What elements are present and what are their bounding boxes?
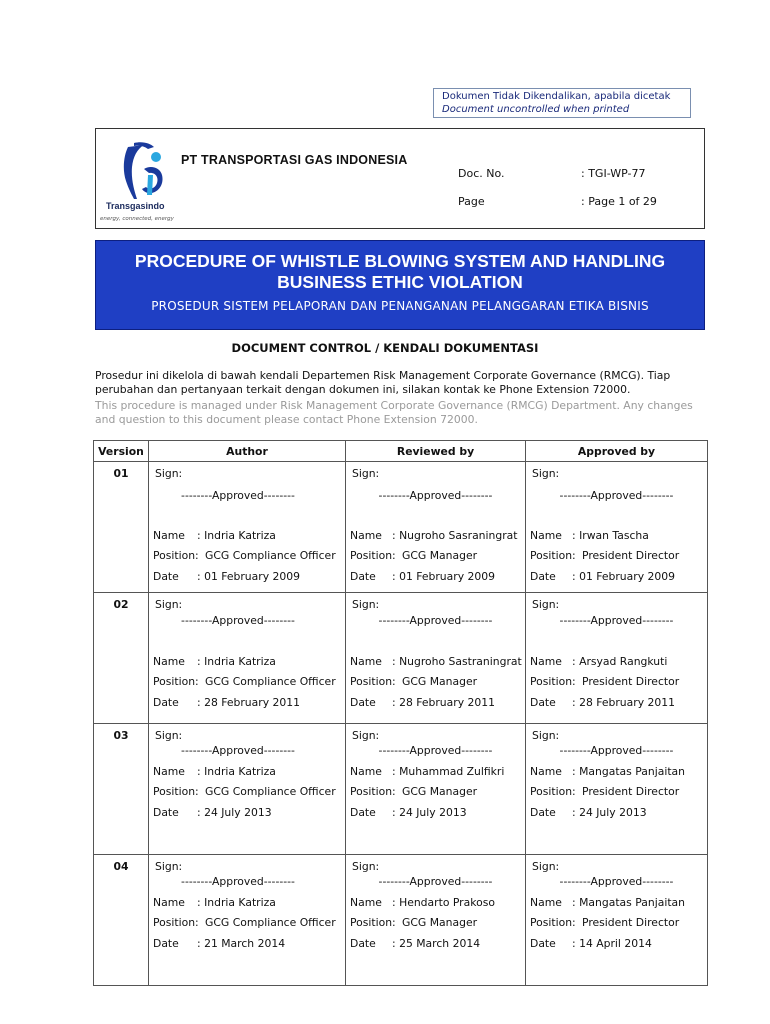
approved-stamp: --------Approved-------- <box>181 489 295 502</box>
sign-label: Sign: <box>532 860 560 873</box>
approver-cell <box>526 855 708 986</box>
reviewer-name-line <box>350 765 505 778</box>
approver-position-line <box>530 785 680 798</box>
table-header-row <box>94 441 708 462</box>
author-name-line <box>153 655 276 668</box>
approver-date-line <box>530 696 675 709</box>
name-label: Name <box>153 765 185 778</box>
reviewer-cell <box>346 462 526 593</box>
name-label: Name <box>350 896 382 909</box>
version-cell: 03 <box>94 724 149 855</box>
author-position-line <box>153 916 336 929</box>
sign-label: Sign: <box>155 729 183 742</box>
author-date-line <box>153 696 300 709</box>
reviewer-position-line <box>350 916 478 929</box>
reviewer-cell <box>346 593 526 724</box>
author-position-line <box>153 785 336 798</box>
approved-stamp: --------Approved-------- <box>559 614 674 627</box>
author-name: : Indria Katriza <box>197 896 276 909</box>
date-label: Date <box>530 937 556 950</box>
reviewer-position: GCG Manager <box>402 675 478 688</box>
author-cell <box>149 855 346 986</box>
sign-label: Sign: <box>532 467 560 480</box>
name-label: Name <box>530 765 562 778</box>
reviewer-name: : Hendarto Prakoso <box>392 896 495 909</box>
header-approved-by: Approved by <box>526 441 708 462</box>
version-cell: 02 <box>94 593 149 724</box>
company-logo <box>100 135 184 227</box>
reviewer-date-line <box>350 570 495 583</box>
date-label: Date <box>153 806 179 819</box>
reviewer-position: GCG Manager <box>402 916 478 929</box>
approved-stamp: --------Approved-------- <box>181 744 295 757</box>
date-label: Date <box>350 696 376 709</box>
doc-number-label: Doc. No. <box>458 167 505 180</box>
reviewer-name-line <box>350 896 495 909</box>
table-row <box>94 593 708 724</box>
approved-stamp: --------Approved-------- <box>378 489 493 502</box>
position-label: Position: <box>530 916 576 929</box>
position-label: Position: <box>350 549 396 562</box>
uncontrolled-notice <box>433 88 691 118</box>
document-header <box>95 128 705 229</box>
reviewer-position: GCG Manager <box>402 785 478 798</box>
author-cell <box>149 593 346 724</box>
name-label: Name <box>530 655 562 668</box>
position-label: Position: <box>350 785 396 798</box>
name-label: Name <box>153 896 185 909</box>
document-control-paragraph-en: This procedure is managed under Risk Management Corporate Governance (RMCG) Department. Any changes and question to this document please contact Phone Extension 72000. <box>95 399 693 426</box>
approver-position-line <box>530 675 680 688</box>
approver-name-line <box>530 765 686 778</box>
sign-label: Sign: <box>352 860 380 873</box>
approver-name: : Arsyad Rangkuti <box>572 655 668 668</box>
position-label: Position: <box>530 549 576 562</box>
author-date: : 24 July 2013 <box>197 806 272 819</box>
name-label: Name <box>153 655 185 668</box>
date-label: Date <box>153 570 179 583</box>
reviewer-position-line <box>350 785 478 798</box>
approver-cell <box>526 593 708 724</box>
approved-stamp: --------Approved-------- <box>181 875 295 888</box>
approver-date-line <box>530 937 652 950</box>
sign-label: Sign: <box>155 860 183 873</box>
author-date-line <box>153 806 272 819</box>
author-date: : 01 February 2009 <box>197 570 300 583</box>
reviewer-date-line <box>350 937 481 950</box>
position-label: Position: <box>530 785 576 798</box>
sign-label: Sign: <box>532 729 560 742</box>
approved-stamp: --------Approved-------- <box>559 875 674 888</box>
approved-stamp: --------Approved-------- <box>378 875 493 888</box>
reviewer-name: : Nugroho Sasraningrat <box>392 529 518 542</box>
reviewer-cell <box>346 855 526 986</box>
date-label: Date <box>350 937 376 950</box>
logo-tagline: energy, connected, energy <box>100 216 174 222</box>
sign-label: Sign: <box>532 598 560 611</box>
author-date: : 28 February 2011 <box>197 696 300 709</box>
version-cell: 01 <box>94 462 149 593</box>
reviewer-date-line <box>350 806 467 819</box>
approver-date: : 28 February 2011 <box>572 696 675 709</box>
document-control-table <box>93 440 708 986</box>
sign-label: Sign: <box>352 729 380 742</box>
header-reviewed-by: Reviewed by <box>346 441 526 462</box>
sign-label: Sign: <box>352 598 380 611</box>
reviewer-date: : 24 July 2013 <box>392 806 467 819</box>
document-title: PROCEDURE OF WHISTLE BLOWING SYSTEM AND HANDLING BUSINESS ETHIC VIOLATION <box>134 251 666 292</box>
position-label: Position: <box>153 549 199 562</box>
sign-label: Sign: <box>155 598 183 611</box>
name-label: Name <box>350 655 382 668</box>
name-label: Name <box>530 896 562 909</box>
name-label: Name <box>350 529 382 542</box>
author-name: : Indria Katriza <box>197 765 276 778</box>
title-banner <box>95 240 705 330</box>
page-value: : Page 1 of 29 <box>581 195 657 208</box>
position-label: Position: <box>153 675 199 688</box>
author-position: GCG Compliance Officer <box>205 916 336 929</box>
sign-label: Sign: <box>352 467 380 480</box>
approved-stamp: --------Approved-------- <box>181 614 295 627</box>
author-name-line <box>153 896 276 909</box>
reviewer-name: : Muhammad Zulfikri <box>392 765 505 778</box>
position-label: Position: <box>350 916 396 929</box>
table-row <box>94 855 708 986</box>
author-position: GCG Compliance Officer <box>205 675 336 688</box>
reviewer-position: GCG Manager <box>402 549 478 562</box>
uncontrolled-notice-id: Dokumen Tidak Dikendalikan, apabila dicetak <box>442 91 671 102</box>
approver-date: : 01 February 2009 <box>572 570 675 583</box>
author-position-line <box>153 549 336 562</box>
transgasindo-logo-icon <box>104 135 184 227</box>
position-label: Position: <box>153 785 199 798</box>
reviewer-date: : 25 March 2014 <box>392 937 481 950</box>
document-control-paragraph-id: Prosedur ini dikelola di bawah kendali Departemen Risk Management Corporate Governance (RMCG). Tiap perubahan dan pertanyaan terkait dengan dokumen ini, silakan kontak ke Phone Extension 72000. <box>95 369 671 396</box>
author-cell <box>149 724 346 855</box>
author-cell <box>149 462 346 593</box>
reviewer-name-line <box>350 529 518 542</box>
date-label: Date <box>530 806 556 819</box>
approver-date-line <box>530 570 675 583</box>
reviewer-name-line <box>350 655 522 668</box>
author-name-line <box>153 529 276 542</box>
version-cell: 04 <box>94 855 149 986</box>
header-version: Version <box>94 441 149 462</box>
page-label: Page <box>458 195 485 208</box>
author-name-line <box>153 765 276 778</box>
approver-cell <box>526 462 708 593</box>
reviewer-name: : Nugroho Sastraningrat <box>392 655 522 668</box>
logo-wordmark: Transgasindo <box>106 201 165 211</box>
name-label: Name <box>530 529 562 542</box>
approver-position: President Director <box>582 785 680 798</box>
approver-name: : Mangatas Panjaitan <box>572 765 686 778</box>
reviewer-cell <box>346 724 526 855</box>
reviewer-date: : 28 February 2011 <box>392 696 495 709</box>
approved-stamp: --------Approved-------- <box>559 744 674 757</box>
approver-name: : Irwan Tascha <box>572 529 649 542</box>
document-subtitle: PROSEDUR SISTEM PELAPORAN DAN PENANGANAN PELANGGARAN ETIKA BISNIS <box>151 299 649 313</box>
approved-stamp: --------Approved-------- <box>559 489 674 502</box>
table-row <box>94 724 708 855</box>
author-position: GCG Compliance Officer <box>205 785 336 798</box>
name-label: Name <box>153 529 185 542</box>
date-label: Date <box>350 806 376 819</box>
date-label: Date <box>530 570 556 583</box>
approved-stamp: --------Approved-------- <box>378 744 493 757</box>
position-label: Position: <box>153 916 199 929</box>
author-position: GCG Compliance Officer <box>205 549 336 562</box>
approved-stamp: --------Approved-------- <box>378 614 493 627</box>
uncontrolled-notice-en: Document uncontrolled when printed <box>442 104 630 115</box>
reviewer-date-line <box>350 696 495 709</box>
header-author: Author <box>149 441 346 462</box>
position-label: Position: <box>530 675 576 688</box>
reviewer-date: : 01 February 2009 <box>392 570 495 583</box>
approver-date: : 24 July 2013 <box>572 806 647 819</box>
doc-number-value: : TGI-WP-77 <box>581 167 646 180</box>
author-date-line <box>153 570 300 583</box>
author-position-line <box>153 675 336 688</box>
reviewer-position-line <box>350 675 478 688</box>
reviewer-position-line <box>350 549 478 562</box>
company-name: PT TRANSPORTASI GAS INDONESIA <box>181 153 408 167</box>
table-row <box>94 462 708 593</box>
document-control-heading: DOCUMENT CONTROL / KENDALI DOKUMENTASI <box>231 341 539 355</box>
approver-name-line <box>530 529 649 542</box>
approver-position-line <box>530 916 680 929</box>
approver-position: President Director <box>582 675 680 688</box>
approver-date: : 14 April 2014 <box>572 937 652 950</box>
approver-date-line <box>530 806 647 819</box>
author-name: : Indria Katriza <box>197 529 276 542</box>
author-name: : Indria Katriza <box>197 655 276 668</box>
date-label: Date <box>350 570 376 583</box>
approver-position-line <box>530 549 680 562</box>
date-label: Date <box>153 696 179 709</box>
date-label: Date <box>153 937 179 950</box>
approver-name-line <box>530 655 668 668</box>
approver-position: President Director <box>582 549 680 562</box>
author-date: : 21 March 2014 <box>197 937 286 950</box>
approver-position: President Director <box>582 916 680 929</box>
approver-cell <box>526 724 708 855</box>
approver-name-line <box>530 896 686 909</box>
sign-label: Sign: <box>155 467 183 480</box>
position-label: Position: <box>350 675 396 688</box>
approver-name: : Mangatas Panjaitan <box>572 896 686 909</box>
author-date-line <box>153 937 286 950</box>
date-label: Date <box>530 696 556 709</box>
name-label: Name <box>350 765 382 778</box>
